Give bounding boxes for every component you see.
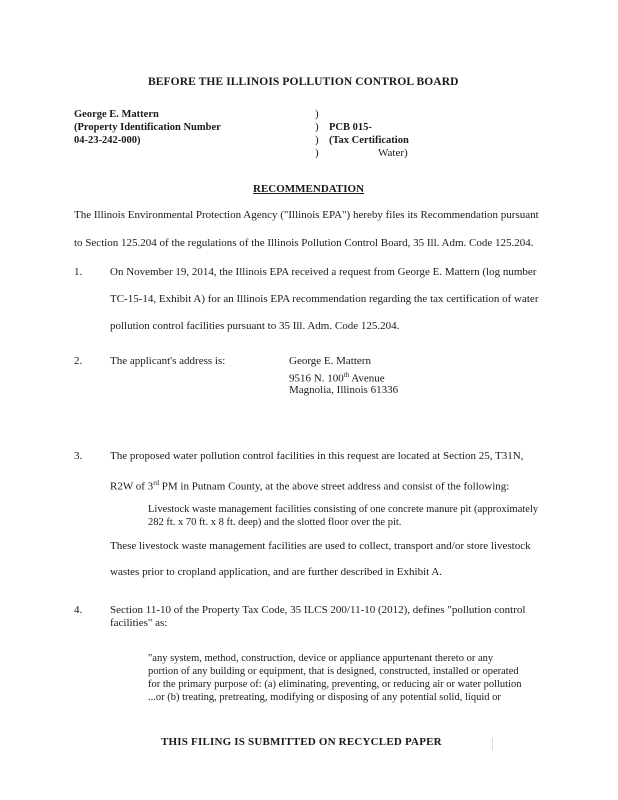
caption-paren: ) xyxy=(315,134,319,146)
applicant-address-label: The applicant's address is: xyxy=(110,355,226,367)
caption-paren: ) xyxy=(315,108,319,120)
paragraph-3-line: These livestock waste management facilities are used to collect, transport and/or store livestock xyxy=(110,540,531,552)
caption-petitioner-name: George E. Mattern xyxy=(74,109,159,120)
paragraph-4-number: 4. xyxy=(74,604,83,616)
paragraph-1-line: TC-15-14, Exhibit A) for an Illinois EPA recommendation regarding the tax certification of water xyxy=(110,293,539,305)
paragraph-1-number: 1. xyxy=(74,266,83,278)
recycled-paper-footer: THIS FILING IS SUBMITTED ON RECYCLED PAPER xyxy=(161,736,442,748)
paragraph-4-line: facilities" as: xyxy=(110,617,168,629)
facility-description-line: Livestock waste management facilities consisting of one concrete manure pit (approximately xyxy=(148,504,539,515)
intro-line: The Illinois Environmental Protection Agency ("Illinois EPA") hereby files its Recommendation pursuant xyxy=(74,209,539,221)
statute-quote-line: "any system, method, construction, device or appliance appurtenant thereto or any xyxy=(148,653,494,664)
caption-paren: ) xyxy=(315,121,319,133)
paragraph-2-number: 2. xyxy=(74,355,83,367)
paragraph-3-line: wastes prior to cropland application, and are further described in Exhibit A. xyxy=(110,566,443,578)
facility-description-line: 282 ft. x 70 ft. x 8 ft. deep) and the slotted floor over the pit. xyxy=(148,517,402,528)
recommendation-heading: RECOMMENDATION xyxy=(253,183,365,195)
paragraph-4-line: Section 11-10 of the Property Tax Code, 35 ILCS 200/11-10 (2012), defines "pollution control xyxy=(110,604,526,616)
document-title: BEFORE THE ILLINOIS POLLUTION CONTROL BOARD xyxy=(148,76,459,88)
caption-property-id-label: (Property Identification Number xyxy=(74,122,221,133)
scan-artifact xyxy=(492,738,493,750)
paragraph-3-number: 3. xyxy=(74,450,83,462)
caption-case-subtype: Water) xyxy=(378,147,408,159)
applicant-street: 9516 N. 100th Avenue xyxy=(289,371,385,385)
caption-case-number: PCB 015- xyxy=(329,122,372,133)
applicant-city: Magnolia, Illinois 61336 xyxy=(289,384,399,396)
paragraph-1-line: pollution control facilities pursuant to 35 Ill. Adm. Code 125.204. xyxy=(110,320,400,332)
caption-paren: ) xyxy=(315,147,319,159)
intro-line: to Section 125.204 of the regulations of the Illinois Pollution Control Board, 35 Ill. Adm. Code 125.204. xyxy=(74,237,534,249)
paragraph-1-line: On November 19, 2014, the Illinois EPA received a request from George E. Mattern (log number xyxy=(110,266,537,278)
statute-quote-line: portion of any building or equipment, that is designed, constructed, installed or operated xyxy=(148,666,519,677)
statute-quote-line: for the primary purpose of: (a) eliminating, preventing, or reducing air or water pollution xyxy=(148,679,522,690)
paragraph-3-line: The proposed water pollution control facilities in this request are located at Section 25, T31N, xyxy=(110,450,524,462)
caption-property-id-number: 04-23-242-000) xyxy=(74,135,141,146)
statute-quote-line: ...or (b) treating, pretreating, modifying or disposing of any potential solid, liquid or xyxy=(148,692,501,703)
caption-case-type: (Tax Certification xyxy=(329,135,409,146)
paragraph-3-line: R2W of 3rd PM in Putnam County, at the above street address and consist of the following: xyxy=(110,479,510,493)
applicant-name: George E. Mattern xyxy=(289,355,371,367)
